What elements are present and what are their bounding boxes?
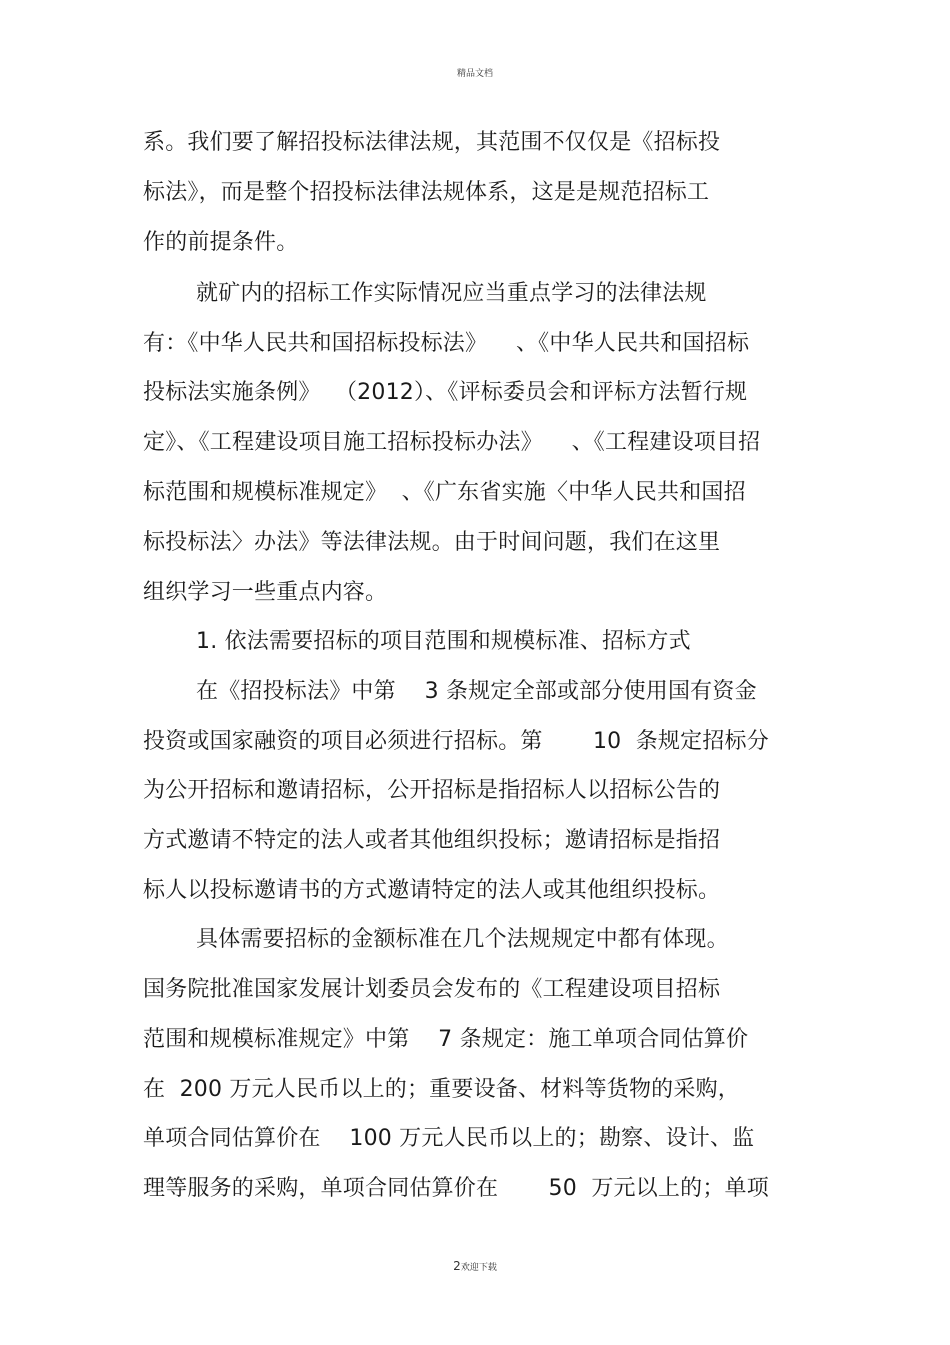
body-line: 方式邀请不特定的法人或者其他组织投标；邀请招标是指招 <box>143 828 721 853</box>
body-line: 标人以投标邀请书的方式邀请特定的法人或其他组织投标。 <box>143 878 721 903</box>
body-line: 具体需要招标的金额标准在几个法规规定中都有体现。 <box>196 927 729 952</box>
body-line: 在 200 万元人民币以上的；重要设备、材料等货物的采购， <box>143 1077 740 1102</box>
body-line: 定》、《工程建设项目施工招标投标办法》 、《工程建设项目招 <box>143 430 761 455</box>
footer-text: 欢迎下载 <box>460 1263 497 1273</box>
body-line: 投标法实施条例》 （2012）、《评标委员会和评标方法暂行规 <box>143 380 748 405</box>
body-line: 理等服务的采购，单项合同估算价在 50 万元以上的；单项 <box>143 1176 769 1201</box>
body-line: 有：《中华人民共和国招标投标法》 、《中华人民共和国招标 <box>143 331 750 356</box>
body-line: 标范围和规模标准规定》 、《广东省实施〈中华人民共和国招 <box>143 480 746 505</box>
section-heading: 1. 依法需要招标的项目范围和规模标准、招标方式 <box>196 629 691 654</box>
page-header: 精品文档 <box>456 69 493 79</box>
body-line: 国务院批准国家发展计划委员会发布的《工程建设项目招标 <box>143 977 721 1002</box>
body-line: 作的前提条件。 <box>143 230 299 255</box>
body-line: 标法》，而是整个招投标法律法规体系，这是是规范招标工 <box>143 180 710 205</box>
body-line: 组织学习一些重点内容。 <box>143 580 388 605</box>
body-line: 范围和规模标准规定》中第 7 条规定：施工单项合同估算价 <box>143 1027 749 1052</box>
page-number: 2 <box>453 1259 461 1273</box>
body-line: 系。我们要了解招投标法律法规，其范围不仅仅是《招标投 <box>143 130 721 155</box>
body-line: 就矿内的招标工作实际情况应当重点学习的法律法规 <box>196 281 707 306</box>
body-line: 单项合同估算价在 100 万元人民币以上的；勘察、设计、监 <box>143 1126 755 1151</box>
page-footer <box>0 1259 950 1273</box>
body-line: 在《招投标法》中第 3 条规定全部或部分使用国有资金 <box>196 679 757 704</box>
body-line: 为公开招标和邀请招标，公开招标是指招标人以招标公告的 <box>143 778 721 803</box>
body-line: 标投标法〉办法》等法律法规。由于时间问题，我们在这里 <box>143 530 721 555</box>
body-line: 投资或国家融资的项目必须进行招标。第 10 条规定招标分 <box>143 729 769 754</box>
